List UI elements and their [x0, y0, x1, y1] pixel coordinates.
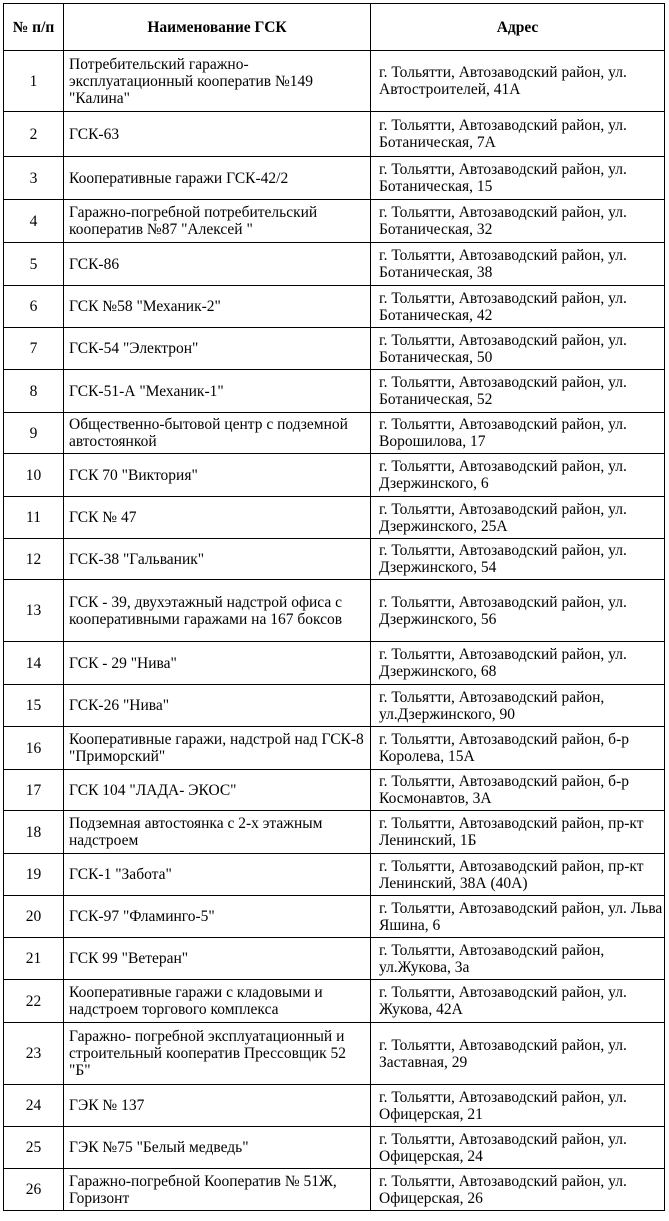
- row-address-cell: г. Тольятти, Автозаводский район, ул. Ботаническая, 15: [371, 157, 665, 200]
- row-name-cell: ГСК-63: [64, 112, 371, 157]
- table-row: [4, 642, 665, 685]
- row-address-cell: г. Тольятти, Автозаводский район, ул. Ботаническая, 52: [371, 370, 665, 413]
- gsk-table: [3, 3, 665, 1211]
- row-number-cell: 25: [4, 1127, 64, 1169]
- table-row: [4, 896, 665, 938]
- row-name-cell: Подземная автостоянка с 2-х этажным надстроем: [64, 811, 371, 854]
- row-address-cell: г. Тольятти, Автозаводский район, ул. Ботаническая, 42: [371, 286, 665, 328]
- header-name: Наименование ГСК: [64, 4, 371, 51]
- row-name-cell: Кооперативные гаражи, надстрой над ГСК-8 "Приморский": [64, 727, 371, 770]
- row-name-cell: Кооперативные гаражи ГСК-42/2: [64, 157, 371, 200]
- row-number-cell: 8: [4, 370, 64, 413]
- row-number-cell: 1: [4, 51, 64, 112]
- row-address-cell: г. Тольятти, Автозаводский район, ул. Льва Яшина, 6: [371, 896, 665, 938]
- table-row: [4, 1169, 665, 1211]
- table-row: [4, 980, 665, 1023]
- row-address-cell: г. Тольятти, Автозаводский район, пр-кт Ленинский, 1Б: [371, 811, 665, 854]
- row-name-cell: ГСК-86: [64, 243, 371, 286]
- table-row: [4, 539, 665, 580]
- table-row: [4, 1127, 665, 1169]
- table-header-row: [4, 4, 665, 51]
- row-address-cell: г. Тольятти, Автозаводский район, ул. Автостроителей, 41А: [371, 51, 665, 112]
- row-number-cell: 12: [4, 539, 64, 580]
- row-address-cell: г. Тольятти, Автозаводский район, ул. Дзержинского, 68: [371, 642, 665, 685]
- row-name-cell: ГСК - 29 "Нива": [64, 642, 371, 685]
- row-name-cell: ГСК-26 "Нива": [64, 685, 371, 727]
- row-name-cell: Гаражно-погребной потребительский кооператив №87 "Алексей ": [64, 200, 371, 243]
- table-row: [4, 51, 665, 112]
- row-number-cell: 3: [4, 157, 64, 200]
- row-name-cell: Гаражно- погребной эксплуатационный и строительный кооператив Прессовщик 52 "Б": [64, 1023, 371, 1085]
- row-address-cell: г. Тольятти, Автозаводский район, ул. Офицерская, 26: [371, 1169, 665, 1211]
- row-name-cell: ГЭК № 137: [64, 1085, 371, 1127]
- row-name-cell: ГСК 99 "Ветеран": [64, 938, 371, 980]
- row-address-cell: г. Тольятти, Автозаводский район, ул. Офицерская, 24: [371, 1127, 665, 1169]
- row-address-cell: г. Тольятти, Автозаводский район, б-р Космонавтов, 3А: [371, 770, 665, 811]
- row-name-cell: ГСК - 39, двухэтажный надстрой офиса с кооперативными гаражами на 167 боксов: [64, 580, 371, 642]
- table-row: [4, 286, 665, 328]
- row-address-cell: г. Тольятти, Автозаводский район, ул. Ботаническая, 7А: [371, 112, 665, 157]
- row-number-cell: 17: [4, 770, 64, 811]
- table-row: [4, 1085, 665, 1127]
- row-number-cell: 21: [4, 938, 64, 980]
- row-address-cell: г. Тольятти, Автозаводский район, ул. Жукова, 42А: [371, 980, 665, 1023]
- row-name-cell: Гаражно-погребной Кооператив № 51Ж, Горизонт: [64, 1169, 371, 1211]
- row-address-cell: г. Тольятти, Автозаводский район, ул. Дзержинского, 25А: [371, 497, 665, 539]
- row-name-cell: ГСК-38 "Гальваник": [64, 539, 371, 580]
- row-number-cell: 18: [4, 811, 64, 854]
- row-name-cell: ГСК 70 "Виктория": [64, 454, 371, 497]
- row-number-cell: 20: [4, 896, 64, 938]
- row-number-cell: 14: [4, 642, 64, 685]
- row-address-cell: г. Тольятти, Автозаводский район, ул. Ворошилова, 17: [371, 413, 665, 454]
- table-row: [4, 580, 665, 642]
- row-number-cell: 11: [4, 497, 64, 539]
- row-name-cell: ГСК-1 "Забота": [64, 854, 371, 896]
- table-row: [4, 1023, 665, 1085]
- table-row: [4, 413, 665, 454]
- table-row: [4, 497, 665, 539]
- table-row: [4, 811, 665, 854]
- table-row: [4, 854, 665, 896]
- row-name-cell: ГСК №58 "Механик-2": [64, 286, 371, 328]
- row-number-cell: 15: [4, 685, 64, 727]
- row-number-cell: 24: [4, 1085, 64, 1127]
- row-number-cell: 13: [4, 580, 64, 642]
- row-address-cell: г. Тольятти, Автозаводский район, ул. Офицерская, 21: [371, 1085, 665, 1127]
- row-number-cell: 6: [4, 286, 64, 328]
- row-number-cell: 5: [4, 243, 64, 286]
- table-row: [4, 727, 665, 770]
- row-number-cell: 10: [4, 454, 64, 497]
- row-address-cell: г. Тольятти, Автозаводский район, ул. Ботаническая, 38: [371, 243, 665, 286]
- row-name-cell: ГСК-97 "Фламинго-5": [64, 896, 371, 938]
- header-address: Адрес: [371, 4, 665, 51]
- row-address-cell: г. Тольятти, Автозаводский район, ул. Дзержинского, 6: [371, 454, 665, 497]
- row-name-cell: ГСК-54 "Электрон": [64, 328, 371, 370]
- row-address-cell: г. Тольятти, Автозаводский район, ул.Дзержинского, 90: [371, 685, 665, 727]
- table-row: [4, 200, 665, 243]
- table-row: [4, 770, 665, 811]
- row-address-cell: г. Тольятти, Автозаводский район, пр-кт Ленинский, 38А (40А): [371, 854, 665, 896]
- table-row: [4, 454, 665, 497]
- row-address-cell: г. Тольятти, Автозаводский район, ул.Жукова, 3а: [371, 938, 665, 980]
- row-address-cell: г. Тольятти, Автозаводский район, ул. Ботаническая, 32: [371, 200, 665, 243]
- row-number-cell: 9: [4, 413, 64, 454]
- row-number-cell: 7: [4, 328, 64, 370]
- row-name-cell: ГСК № 47: [64, 497, 371, 539]
- table-row: [4, 328, 665, 370]
- table-row: [4, 685, 665, 727]
- row-address-cell: г. Тольятти, Автозаводский район, б-р Королева, 15А: [371, 727, 665, 770]
- row-name-cell: ГЭК №75 "Белый медведь": [64, 1127, 371, 1169]
- row-number-cell: 23: [4, 1023, 64, 1085]
- table-row: [4, 243, 665, 286]
- header-number: № п/п: [4, 4, 64, 51]
- row-name-cell: Потребительский гаражно-эксплуатационный кооператив №149 "Калина": [64, 51, 371, 112]
- row-number-cell: 2: [4, 112, 64, 157]
- row-number-cell: 19: [4, 854, 64, 896]
- row-name-cell: ГСК 104 "ЛАДА- ЭКОС": [64, 770, 371, 811]
- row-address-cell: г. Тольятти, Автозаводский район, ул. Дзержинского, 56: [371, 580, 665, 642]
- row-name-cell: Кооперативные гаражи с кладовыми и надстроем торгового комплекса: [64, 980, 371, 1023]
- table-row: [4, 157, 665, 200]
- row-number-cell: 4: [4, 200, 64, 243]
- row-name-cell: Общественно-бытовой центр с подземной автостоянкой: [64, 413, 371, 454]
- row-number-cell: 26: [4, 1169, 64, 1211]
- row-name-cell: ГСК-51-А "Механик-1": [64, 370, 371, 413]
- row-address-cell: г. Тольятти, Автозаводский район, ул. Дзержинского, 54: [371, 539, 665, 580]
- row-address-cell: г. Тольятти, Автозаводский район, ул. Заставная, 29: [371, 1023, 665, 1085]
- table-row: [4, 938, 665, 980]
- row-number-cell: 22: [4, 980, 64, 1023]
- table-row: [4, 112, 665, 157]
- row-number-cell: 16: [4, 727, 64, 770]
- table-row: [4, 370, 665, 413]
- row-address-cell: г. Тольятти, Автозаводский район, ул. Ботаническая, 50: [371, 328, 665, 370]
